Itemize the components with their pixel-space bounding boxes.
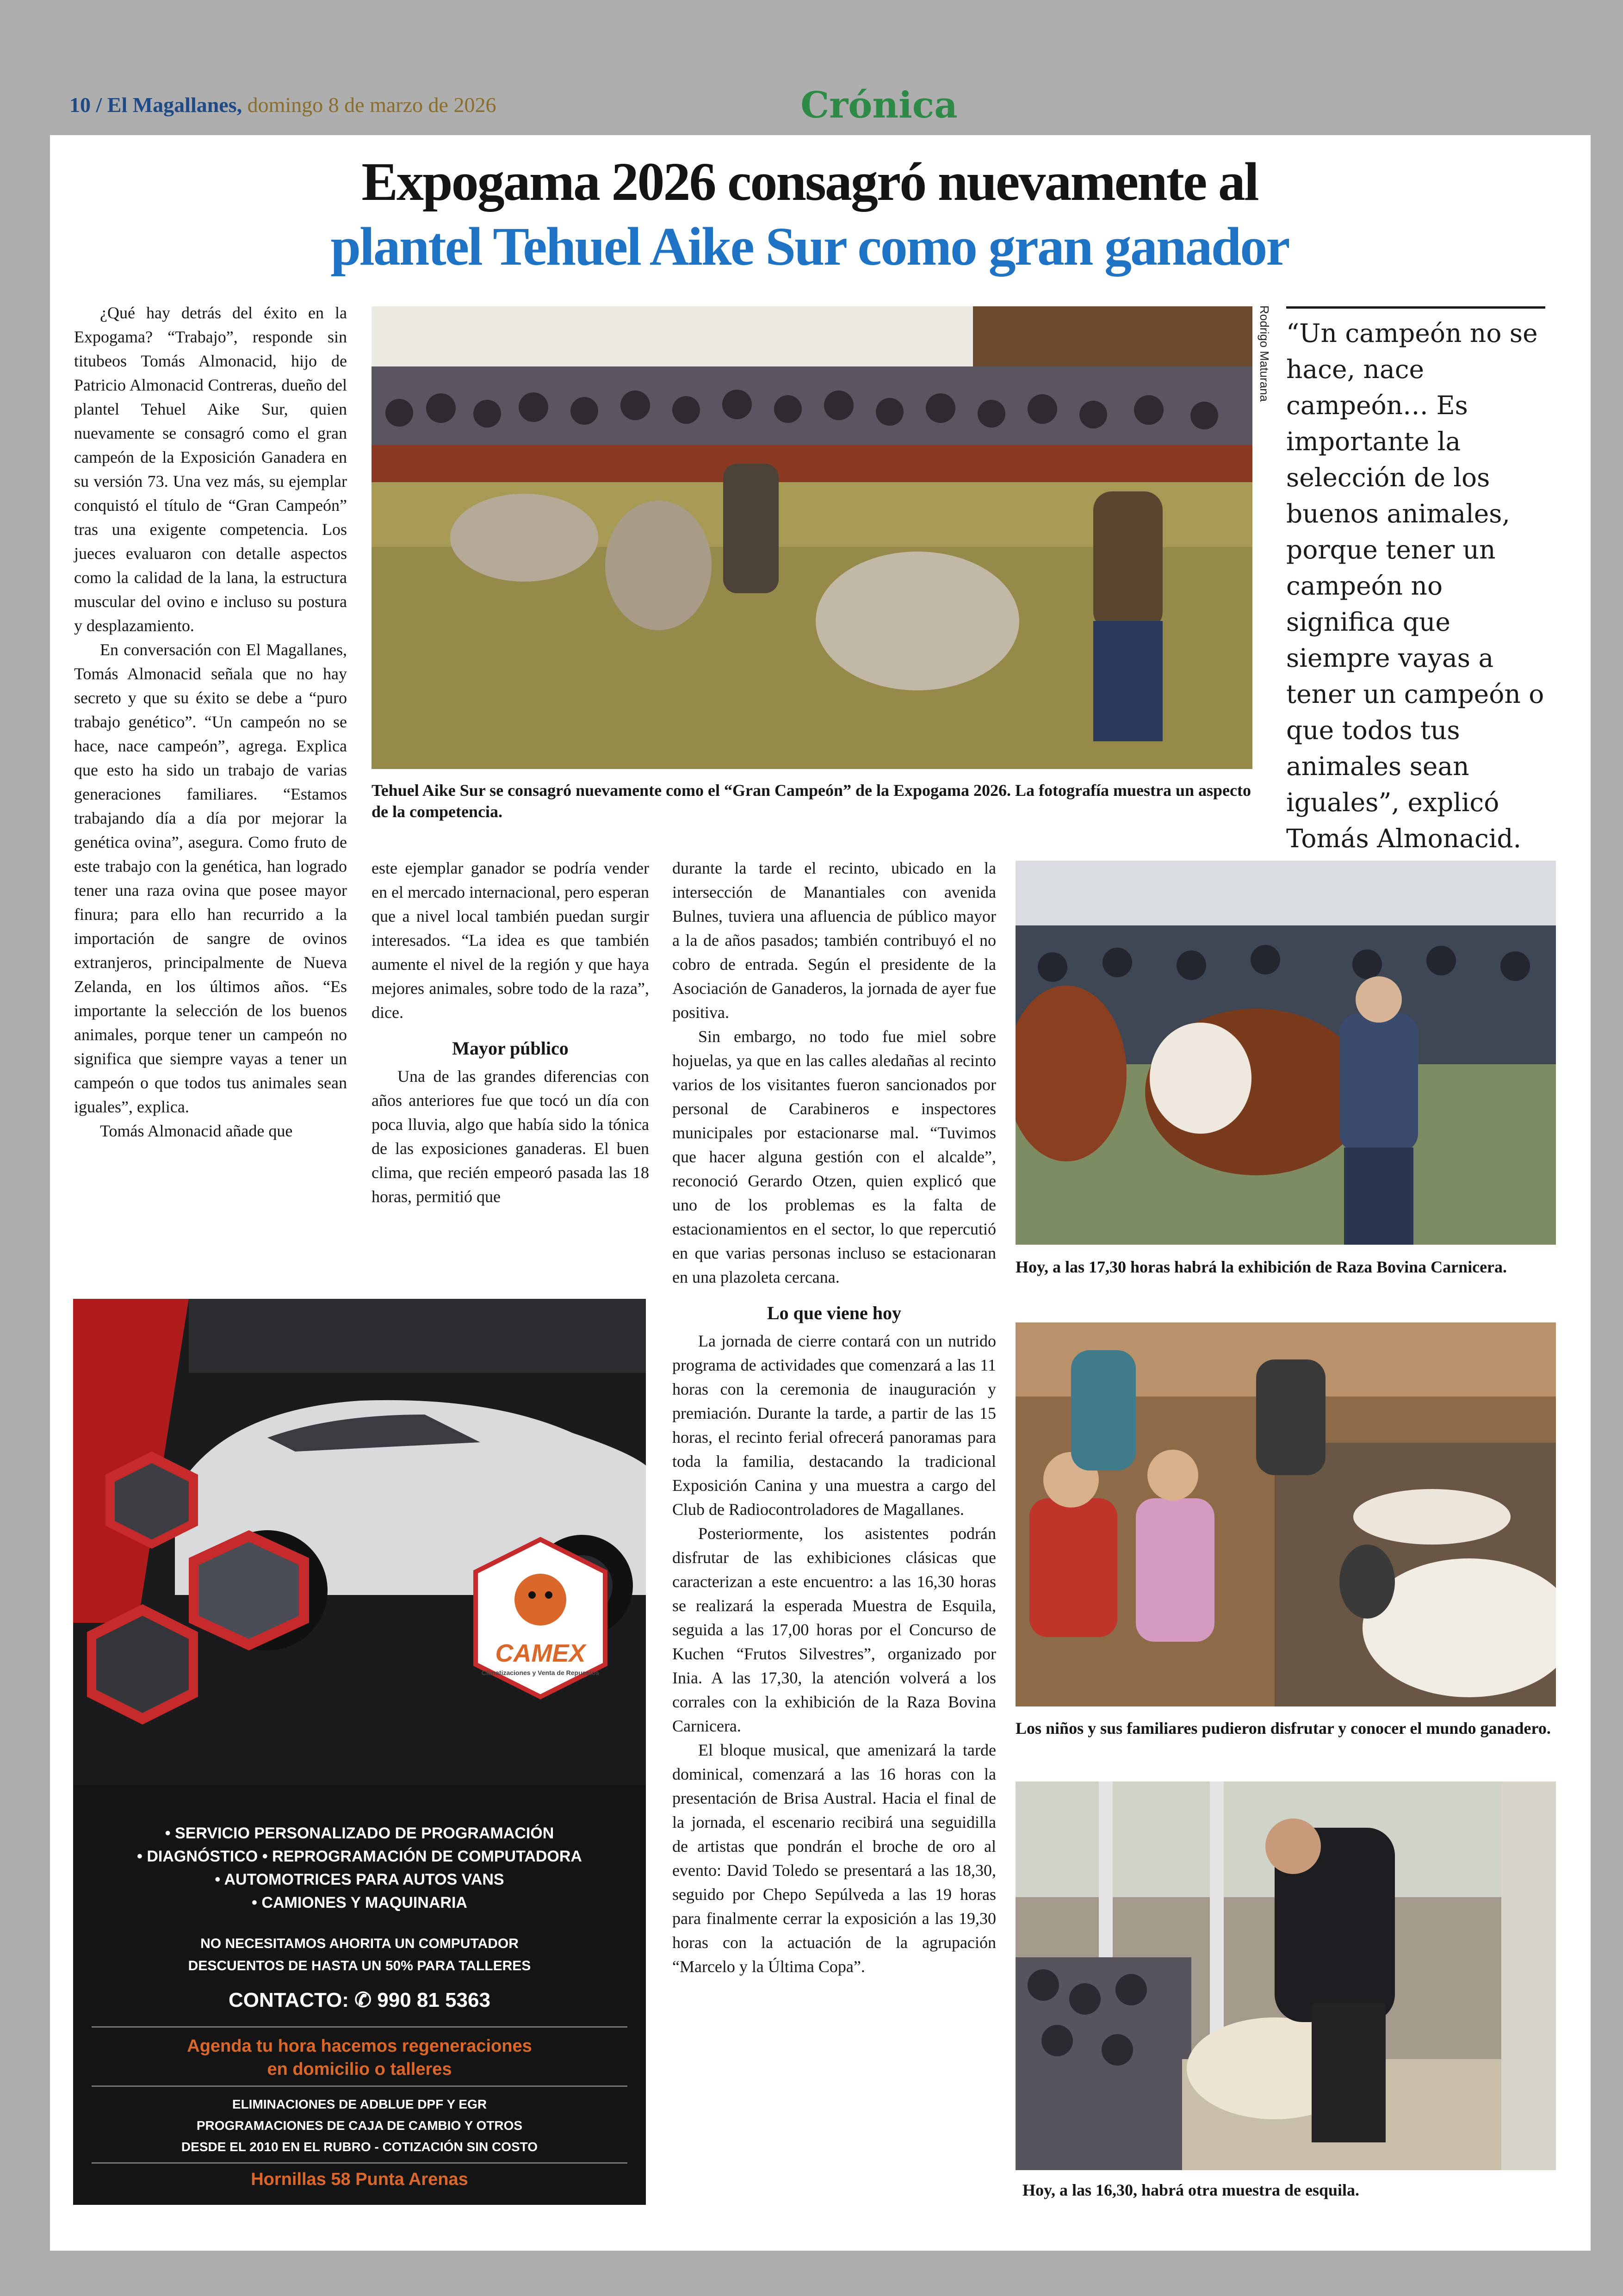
ad-address: Hornillas 58 Punta Arenas: [251, 2170, 468, 2189]
page-number: 10 /: [69, 93, 102, 117]
photo-credit: Rodrigo Maturana: [1258, 305, 1271, 402]
kids-with-sheep-photo: [1016, 1322, 1556, 1706]
shearing-photo-caption: Hoy, a las 16,30, habrá otra muestra de esquila.: [1022, 2181, 1360, 2199]
tiger-logo-icon: [514, 1574, 566, 1626]
article-paragraph: El bloque musical, que amenizará la tarde dominical, comenzará a las 16 horas con la presentación de Brisa Austral. Hacia el final de la jornada, el escenario recibirá una seguidilla de artistas que pondrán el broche de oro al evento: David Toledo se presentará a las 18,30, seguido por Chepo Sepúlveda a las 19 horas para finalmente cerrar la exposición a las 19,30 horas con la actuación de la agrupación “Marcelo y la Última Copa”.: [672, 1741, 996, 1976]
ad-divider: [92, 2162, 627, 2164]
article-paragraph: En conversación con El Magallanes, Tomás Almonacid señala que no hay secreto y que su éxito se debe a “puro trabajo genético”. “Un campeón no se hace, nace campeón”, agrega. Explica que esto ha sido un trabajo de varias generaciones familiares. “Estamos trabajando día a día por mejorar la genética ovina”, asegura. Como fruto de este trabajo con la genética, han logrado tener una raza ovina que posee mayor finura; para ello han recurrido a la importación de sangre de ovinos extranjeros, principalmente de Nueva Zelanda, en los últimos años. “Es importante la selección de los buenos animales, porque tener un campeón no significa que siempre vayas a tener un campeón o que todos tus animales sean iguales”, explica.: [74, 640, 347, 1116]
hereford-bull-photo: [1016, 861, 1556, 1245]
ad-divider: [92, 2026, 627, 2028]
article-paragraph: este ejemplar ganador se podría vender en el mercado internacional, pero esperan que a nivel local también puedan surgir interesados. “La idea es que también aumente el nivel de la región y que haya mejores animales, sobre todo de la raza”, dice.: [372, 859, 649, 1022]
pull-quote: “Un campeón no se hace, nace campeón… Es importante la selección de los buenos animales, porque tener un campeón no significa que siempre vayas a tener un campeón o que todos tus animales sean iguales”, explicó Tomás Almonacid.: [1286, 306, 1545, 869]
article-paragraph: Posteriormente, los asistentes podrán disfrutar de las exhibiciones clásicas que caracterizan a este encuentro: a las 16,30 horas se realizará la esperada Muestra de Esquila, seguida a las 17,00 horas por el Concurso de Kuchen “Frutos Silvestres”, organizado por Inia. A las 17,30, la atención volverá a los corrales con la exhibición de la Raza Bovina Carnicera.: [672, 1524, 996, 1735]
ad-offer-line: DESCUENTOS DE HASTA UN 50% PARA TALLERES: [188, 1958, 531, 1973]
children-photo-caption: Los niños y sus familiares pudieron disfrutar y conocer el mundo ganadero.: [1016, 1719, 1551, 1738]
ad-contact-label: CONTACTO:: [229, 1989, 349, 2011]
ad-offer-line: NO NECESITAMOS AHORITA UN COMPUTADOR: [200, 1936, 519, 1951]
ad-phone-number: 990 81 5363: [377, 1989, 490, 2011]
article-column-2: [372, 856, 649, 1209]
camex-advertisement: [73, 1299, 646, 2205]
article-paragraph: durante la tarde el recinto, ubicado en la intersección de Manantiales con avenida Bulnes, tuviera una afluencia de público mayor a la de años pasados; también contribuyó el no cobro de entrada. Según el presidente de la Asociación de Ganaderos, la jornada de ayer fue positiva.: [672, 859, 996, 1022]
article-paragraph: Tomás Almonacid añade que: [100, 1122, 293, 1140]
ad-service-line: • CAMIONES Y MAQUINARIA: [252, 1894, 467, 1911]
shearing-photo: [1016, 1781, 1556, 2170]
ad-contact: [73, 1988, 646, 2012]
main-photo: [372, 306, 1252, 769]
article-paragraph: Una de las grandes diferencias con años anteriores fue que tocó un día con poca lluvia, algo que había sido la tónica de las exposiciones ganaderas. El buen clima, que recién empeoró pasada las 18 horas, permitió que: [372, 1067, 649, 1206]
ad-extra-line: PROGRAMACIONES DE CAJA DE CAMBIO Y OTROS: [196, 2118, 523, 2133]
ad-extras: [73, 2094, 646, 2158]
subhead-mayor-publico: Mayor público: [452, 1038, 569, 1059]
ad-car-visual: [73, 1299, 646, 1785]
children-sheep-photo: [1016, 1322, 1556, 1706]
ad-offers: [73, 1933, 646, 1977]
phone-icon: ✆: [354, 1989, 372, 2011]
headline-line-1: Expogama 2026 consagró nuevamente al: [361, 151, 1258, 212]
article-paragraph: Sin embargo, no todo fue miel sobre hojuelas, ya que en las calles aledañas al recinto varios de los visitantes fueron sancionados por personal de Carabineros e inspectores municipales por estacionarse mal. “Tuvimos que hacer alguna gestión con el alcalde”, reconoció Gerardo Otzen, quien explicó que uno de los problemas es la falta de estacionamientos en el sector, lo que repercutió en que varias personas incluso se estacionaran en una plazoleta cercana.: [672, 1027, 996, 1286]
ad-service-line: • DIAGNÓSTICO • REPROGRAMACIÓN DE COMPUTADORA: [137, 1848, 582, 1865]
main-photo-caption: Tehuel Aike Sur se consagró nuevamente como el “Gran Campeón” de la Expogama 2026. La fotografía muestra un aspecto de la competencia.: [372, 781, 1251, 821]
ad-promo: [73, 2035, 646, 2081]
article-paragraph: La jornada de cierre contará con un nutrido programa de actividades que comenzará a las 11 horas con la ceremonia de inauguración y premiación. Durante la tarde, a partir de las 15 horas, el recinto ferial ofrecerá panoramas para toda la familia, destacando la tradicional Exposición Canina y una muestra a cargo del Club de Radiocontroladores de Magallanes.: [672, 1332, 996, 1519]
ad-extra-line: DESDE EL 2010 EN EL RUBRO - COTIZACIÓN SIN COSTO: [181, 2140, 538, 2154]
subhead-lo-que-viene-hoy: Lo que viene hoy: [767, 1303, 902, 1323]
headline-line-2: plantel Tehuel Aike Sur como gran ganador: [330, 216, 1289, 277]
ad-promo-line: en domicilio o talleres: [267, 2060, 452, 2079]
page-folio: [69, 93, 496, 117]
section-title: Crónica: [800, 84, 958, 126]
sheep-judging-photo: [372, 306, 1252, 769]
article-column-1: [74, 301, 347, 1143]
publication-name: El Magallanes,: [107, 93, 242, 117]
ad-divider: [92, 2085, 627, 2087]
ad-service-line: • SERVICIO PERSONALIZADO DE PROGRAMACIÓN: [165, 1824, 554, 1842]
article-paragraph: ¿Qué hay detrás del éxito en la Expogama? “Trabajo”, responde sin titubeos Tomás Almonacid, hijo de Patricio Almonacid Contreras, dueño del plantel Tehuel Aike Sur, quien nuevamente se consagró como el gran campeón de la Exposición Ganadera en su versión 73. Una vez más, su ejemplar conquistó el título de “Gran Campeón” tras una exigente competencia. Los jueces evaluaron con detalle aspectos como la calidad de la lana, la estructura muscular del ovino e incluso su postura y desplazamiento.: [74, 304, 347, 635]
sheep-shearing-photo: [1016, 1781, 1556, 2170]
ad-extra-line: ELIMINACIONES DE ADBLUE DPF Y EGR: [232, 2097, 487, 2111]
ad-promo-line: Agenda tu hora hacemos regeneraciones: [187, 2036, 532, 2056]
cattle-photo-caption: Hoy, a las 17,30 horas habrá la exhibición de Raza Bovina Carnicera.: [1016, 1258, 1507, 1276]
article-column-3: [672, 856, 996, 1979]
issue-date: domingo 8 de marzo de 2026: [247, 93, 496, 117]
ad-services: [73, 1822, 646, 1914]
ad-service-line: • AUTOMOTRICES PARA AUTOS VANS: [215, 1871, 504, 1888]
cattle-photo: [1016, 861, 1556, 1245]
ad-logo-text: CAMEX: [495, 1639, 586, 1667]
ad-logo-tagline: Climatizaciones y Venta de Repuestos: [481, 1669, 600, 1676]
